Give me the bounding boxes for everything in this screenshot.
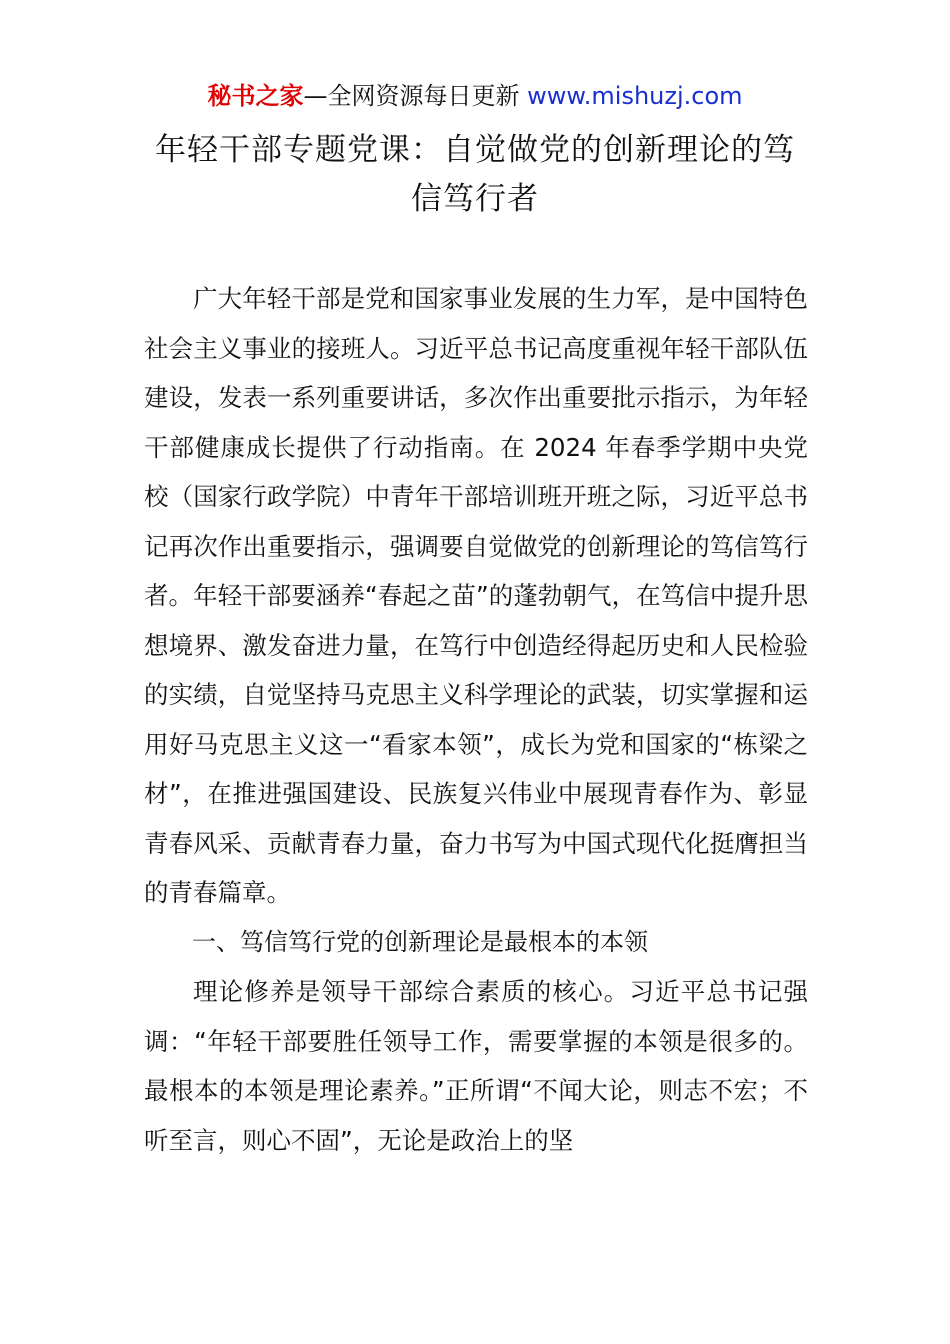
section-heading-1: 一、笃信笃行党的创新理论是最根本的本领 <box>192 927 648 956</box>
document-title <box>140 126 810 224</box>
paragraph-section-1: 理论修养是领导干部综合素质的核心。习近平总书记强调：“年轻干部要胜任领导工作，需要掌握的本领是很多的。最根本的本领是理论素养。”正所谓“不闻大论，则志不宏；不听至言，则心不固”，无论是政治上的坚 <box>144 977 808 1155</box>
paragraph-intro: 广大年轻干部是党和国家事业发展的生力军，是中国特色社会主义事业的接班人。习近平总书记高度重视年轻干部队伍建设，发表一系列重要讲话，多次作出重要批示指示，为年轻干部健康成长提供了行动指南。在 2024 年春季学期中央党校（国家行政学院）中青年干部培训班开班之际，习近平总书记再次作出重要指示，强调要自觉做党的创新理论的笃信笃行者。年轻干部要涵养“春起之苗”的蓬勃朝气，在笃信中提升思想境界、激发奋进力量，在笃行中创造经得起历史和人民检验的实绩，自觉坚持马克思主义科学理论的武装，切实掌握和运用好马克思主义这一“看家本领”，成长为党和国家的“栋梁之材”，在推进强国建设、民族复兴伟业中展现青春作为、彰显青春风采、贡献青春力量，奋力书写为中国式现代化挺膺担当的青春篇章。 <box>144 284 808 907</box>
site-header <box>0 80 950 112</box>
site-tagline: —全网资源每日更新 <box>303 82 528 110</box>
site-url-link[interactable]: www.mishuzj.com <box>527 82 743 110</box>
site-brand: 秘书之家 <box>207 82 304 110</box>
title-line-2: 信笃行者 <box>411 181 539 217</box>
title-line-1: 年轻干部专题党课：自觉做党的创新理论的笃 <box>155 132 795 168</box>
document-body <box>144 274 808 1165</box>
